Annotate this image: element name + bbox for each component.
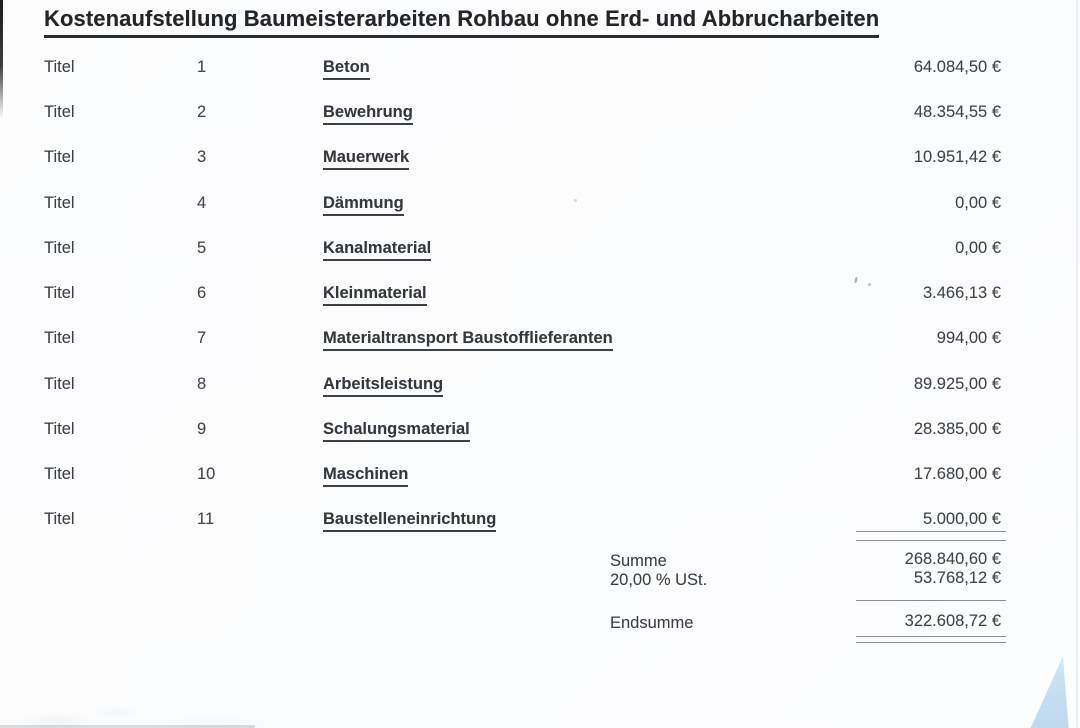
row-amount: 0,00 € xyxy=(955,194,1001,212)
row-number: 1 xyxy=(197,58,207,76)
row-number: 7 xyxy=(197,329,207,347)
row-label: Titel xyxy=(44,420,75,438)
scan-speckle xyxy=(854,277,857,283)
row-number: 4 xyxy=(197,194,207,212)
table-row xyxy=(0,420,1080,442)
row-amount: 17.680,00 € xyxy=(913,465,1001,483)
rule-total-double-1 xyxy=(856,636,1006,637)
row-name: Mauerwerk xyxy=(323,148,409,170)
scan-edge-artifact-right xyxy=(1076,0,1078,728)
vat-label: 20,00 % USt. xyxy=(610,571,708,589)
table-row xyxy=(0,103,1080,125)
rule-above-subtotal xyxy=(856,540,1006,541)
row-amount: 5.000,00 € xyxy=(923,510,1001,528)
row-name: Kanalmaterial xyxy=(323,239,431,261)
row-number: 2 xyxy=(197,103,207,121)
total-value: 322.608,72 € xyxy=(904,612,1001,630)
scan-speckle xyxy=(574,199,577,202)
subtotal-value: 268.840,60 € xyxy=(904,550,1001,568)
row-name: Dämmung xyxy=(323,194,404,216)
row-number: 5 xyxy=(197,239,207,257)
subtotal-label: Summe xyxy=(610,552,667,570)
row-label: Titel xyxy=(44,103,75,121)
row-number: 8 xyxy=(197,375,207,393)
table-row xyxy=(0,510,1080,532)
row-label: Titel xyxy=(44,284,75,302)
row-amount: 89.925,00 € xyxy=(913,375,1001,393)
corner-triangle-decoration xyxy=(1026,650,1078,728)
row-amount: 48.354,55 € xyxy=(913,103,1001,121)
row-label: Titel xyxy=(44,239,75,257)
scan-smudge-bottom-left xyxy=(0,694,470,728)
row-name: Arbeitsleistung xyxy=(323,375,443,397)
scan-edge-artifact-left xyxy=(0,0,3,118)
table-row xyxy=(0,194,1080,216)
row-number: 9 xyxy=(197,420,207,438)
row-number: 6 xyxy=(197,284,207,302)
table-row xyxy=(0,375,1080,397)
table-row xyxy=(0,329,1080,351)
document-title: Kostenaufstellung Baumeisterarbeiten Rohbau ohne Erd- und Abbrucharbeiten xyxy=(44,6,879,38)
vat-value: 53.768,12 € xyxy=(913,569,1001,587)
row-label: Titel xyxy=(44,329,75,347)
row-name: Kleinmaterial xyxy=(323,284,427,306)
rule-total-double-2 xyxy=(856,642,1006,643)
table-row xyxy=(0,58,1080,80)
table-row xyxy=(0,465,1080,487)
rule-under-vat xyxy=(856,600,1006,601)
row-amount: 10.951,42 € xyxy=(913,148,1001,166)
row-label: Titel xyxy=(44,465,75,483)
row-name: Baustelleneinrichtung xyxy=(323,510,496,532)
row-label: Titel xyxy=(44,194,75,212)
row-amount: 28.385,00 € xyxy=(913,420,1001,438)
row-number: 11 xyxy=(197,510,215,528)
row-label: Titel xyxy=(44,58,75,76)
row-amount: 0,00 € xyxy=(955,239,1001,257)
row-name: Bewehrung xyxy=(323,103,413,125)
table-row xyxy=(0,284,1080,306)
row-label: Titel xyxy=(44,148,75,166)
table-row xyxy=(0,148,1080,170)
row-label: Titel xyxy=(44,375,75,393)
row-name: Beton xyxy=(323,58,370,80)
row-amount: 64.084,50 € xyxy=(913,58,1001,76)
row-amount: 994,00 € xyxy=(936,329,1001,347)
row-number: 10 xyxy=(197,465,216,483)
row-label: Titel xyxy=(44,510,75,528)
row-name: Schalungsmaterial xyxy=(323,420,470,442)
row-amount: 3.466,13 € xyxy=(923,284,1001,302)
total-label: Endsumme xyxy=(610,614,694,632)
table-row xyxy=(0,239,1080,261)
scan-speckle xyxy=(868,283,871,286)
row-number: 3 xyxy=(197,148,207,166)
row-name: Materialtransport Baustofflieferanten xyxy=(323,329,613,351)
row-name: Maschinen xyxy=(323,465,408,487)
rule-under-last-amount xyxy=(856,531,1006,532)
